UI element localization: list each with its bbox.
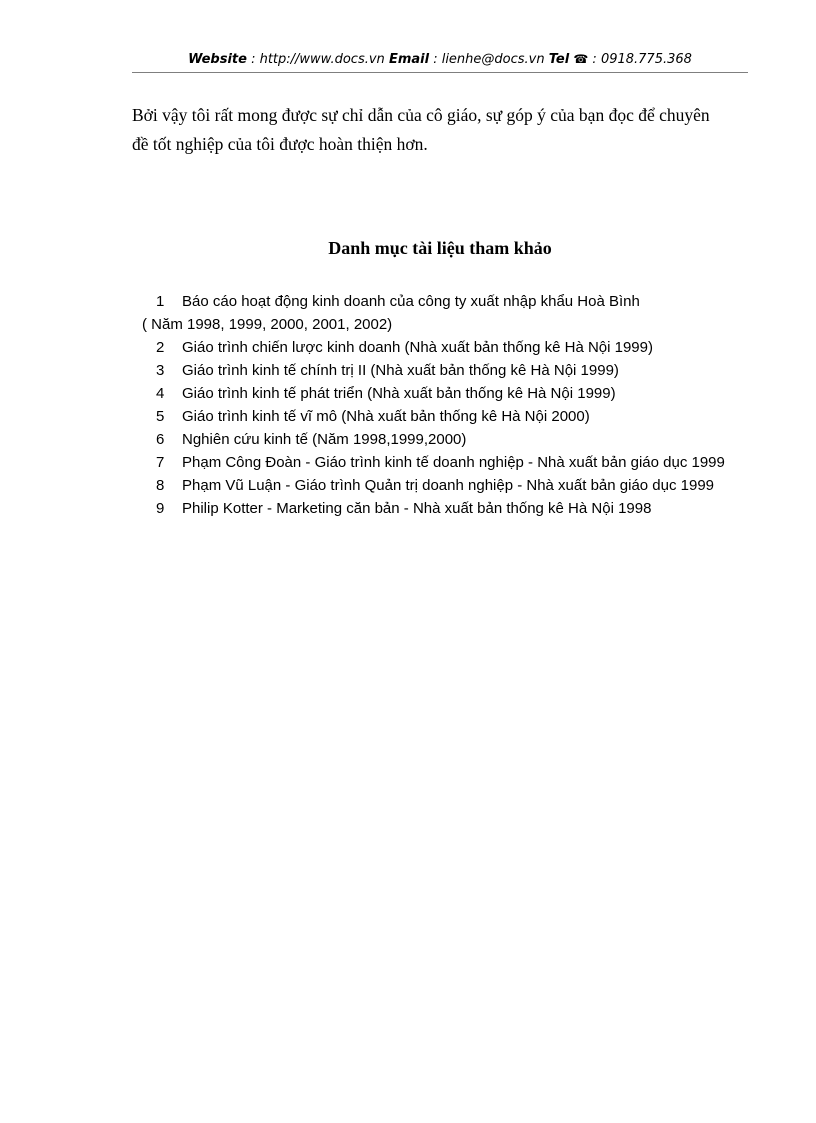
website-url: : http://www.docs.vn — [246, 52, 389, 67]
closing-paragraph-line-1: Bởi vậy tôi rất mong được sự chỉ dẫn của cô giáo, sự góp ý của bạn đọc để chuyên — [132, 105, 710, 125]
reference-item — [148, 290, 748, 313]
reference-item — [148, 336, 748, 359]
tel-number: : 0918.775.368 — [588, 52, 692, 67]
reference-text: Giáo trình kinh tế phát triển (Nhà xuất bản thống kê Hà Nội 1999) — [182, 385, 616, 402]
reference-item — [148, 359, 748, 382]
reference-text: Philip Kotter - Marketing căn bản - Nhà xuất bản thống kê Hà Nội 1998 — [182, 500, 652, 517]
reference-text: ( Năm 1998, 1999, 2000, 2001, 2002) — [142, 316, 393, 333]
reference-text: Giáo trình chiến lược kinh doanh (Nhà xuất bản thống kê Hà Nội 1999) — [182, 339, 653, 356]
reference-item — [148, 428, 748, 451]
phone-icon: ☎ — [573, 52, 589, 66]
email-label: Email — [388, 52, 430, 67]
reference-text: Phạm Công Đoàn - Giáo trình kinh tế doanh nghiệp - Nhà xuất bản giáo dục 1999 — [182, 454, 725, 471]
reference-item — [148, 474, 748, 497]
reference-item — [148, 382, 748, 405]
reference-number: 2 — [156, 339, 165, 356]
reference-number: 7 — [156, 454, 165, 471]
reference-list — [142, 290, 748, 520]
reference-number: 4 — [156, 385, 165, 402]
closing-paragraph-line-2: đề tốt nghiệp của tôi được hoàn thiện hơn. — [132, 134, 428, 154]
reference-number: 3 — [156, 362, 165, 379]
reference-text: Báo cáo hoạt động kinh doanh của công ty xuất nhập khẩu Hoà Bình — [182, 293, 640, 310]
reference-number: 6 — [156, 431, 165, 448]
reference-text: Nghiên cứu kinh tế (Năm 1998,1999,2000) — [182, 431, 467, 448]
reference-text: Giáo trình kinh tế vĩ mô (Nhà xuất bản thống kê Hà Nội 2000) — [182, 408, 590, 425]
reference-item — [148, 451, 748, 474]
tel-label: Tel — [548, 52, 570, 67]
reference-number: 9 — [156, 500, 165, 517]
reference-text: Phạm Vũ Luận - Giáo trình Quản trị doanh nghiệp - Nhà xuất bản giáo dục 1999 — [182, 477, 715, 494]
reference-item — [148, 405, 748, 428]
reference-number: 5 — [156, 408, 165, 425]
reference-item-continuation — [142, 313, 748, 336]
reference-number: 1 — [156, 293, 165, 310]
page-header — [132, 50, 748, 73]
reference-text: Giáo trình kinh tế chính trị II (Nhà xuất bản thống kê Hà Nội 1999) — [182, 362, 619, 379]
reference-number: 8 — [156, 477, 165, 494]
website-label: Website — [188, 52, 247, 67]
reference-item — [148, 497, 748, 520]
email-address: : lienhe@docs.vn — [429, 52, 549, 67]
references-title: Danh mục tài liệu tham khảo — [328, 238, 552, 258]
closing-paragraph — [132, 101, 748, 159]
